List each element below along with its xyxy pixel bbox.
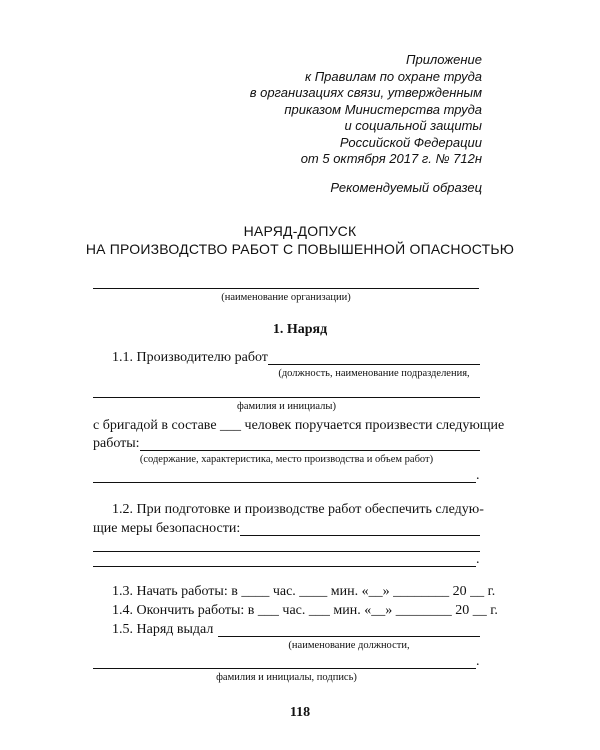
period-mark: . bbox=[476, 552, 480, 567]
order-issued-caption: (наименование должности, bbox=[288, 640, 410, 651]
appendix-line: от 5 октября 2017 г. № 712н bbox=[300, 151, 482, 166]
order-issued-line bbox=[218, 636, 480, 637]
organization-line bbox=[93, 288, 479, 289]
works-caption: (содержание, характеристика, место производства и объем работ) bbox=[139, 454, 434, 465]
safety-measures-line bbox=[240, 535, 480, 536]
safety-measures-text: 1.2. При подготовке и производстве работ обеспечить следую- bbox=[112, 502, 484, 517]
works-line bbox=[140, 450, 480, 451]
start-work-line: 1.3. Начать работы: в ____ час. ____ мин. «__» ________ 20 __ г. bbox=[112, 584, 496, 599]
page-number: 118 bbox=[289, 705, 311, 720]
producer-name-line bbox=[93, 397, 480, 398]
document-title: НАРЯД-ДОПУСК bbox=[243, 223, 357, 239]
appendix-line: в организациях связи, утвержденным bbox=[249, 85, 482, 100]
issuer-name-caption: фамилия и инициалы, подпись) bbox=[216, 672, 357, 683]
appendix-block bbox=[250, 52, 482, 168]
works-label: работы: bbox=[93, 436, 140, 451]
works-continuation-line bbox=[93, 482, 476, 483]
safety-measures-line-3 bbox=[93, 566, 476, 567]
work-producer-caption: (должность, наименование подразделения, bbox=[278, 368, 470, 379]
appendix-line: к Правилам по охране труда bbox=[304, 68, 482, 84]
brigade-text: с бригадой в составе ___ человек поручается произвести следующие bbox=[93, 418, 505, 433]
appendix-line: Приложение bbox=[406, 52, 482, 67]
appendix-line: приказом Министерства труда bbox=[284, 101, 482, 117]
work-producer-line bbox=[268, 364, 480, 365]
order-issued-label: 1.5. Наряд выдал bbox=[112, 622, 214, 637]
period-mark: . bbox=[476, 468, 480, 483]
section-heading: 1. Наряд bbox=[272, 322, 328, 337]
period-mark: . bbox=[476, 654, 480, 669]
work-producer-label: 1.1. Производителю работ bbox=[112, 350, 268, 365]
appendix-line: Российской Федерации bbox=[339, 134, 482, 150]
organization-caption: (наименование организации) bbox=[221, 292, 351, 303]
recommended-sample-label: Рекомендуемый образец bbox=[330, 180, 482, 195]
producer-name-caption: фамилия и инициалы) bbox=[237, 401, 336, 412]
document-subtitle: НА ПРОИЗВОДСТВО РАБОТ С ПОВЫШЕННОЙ ОПАСНОСТЬЮ bbox=[85, 241, 515, 257]
appendix-line: и социальной защиты bbox=[344, 118, 482, 133]
safety-measures-line-2 bbox=[93, 551, 480, 552]
safety-measures-label: щие меры безопасности: bbox=[93, 521, 241, 536]
issuer-name-line bbox=[93, 668, 476, 669]
end-work-line: 1.4. Окончить работы: в ___ час. ___ мин. «__» ________ 20 __ г. bbox=[112, 603, 498, 618]
